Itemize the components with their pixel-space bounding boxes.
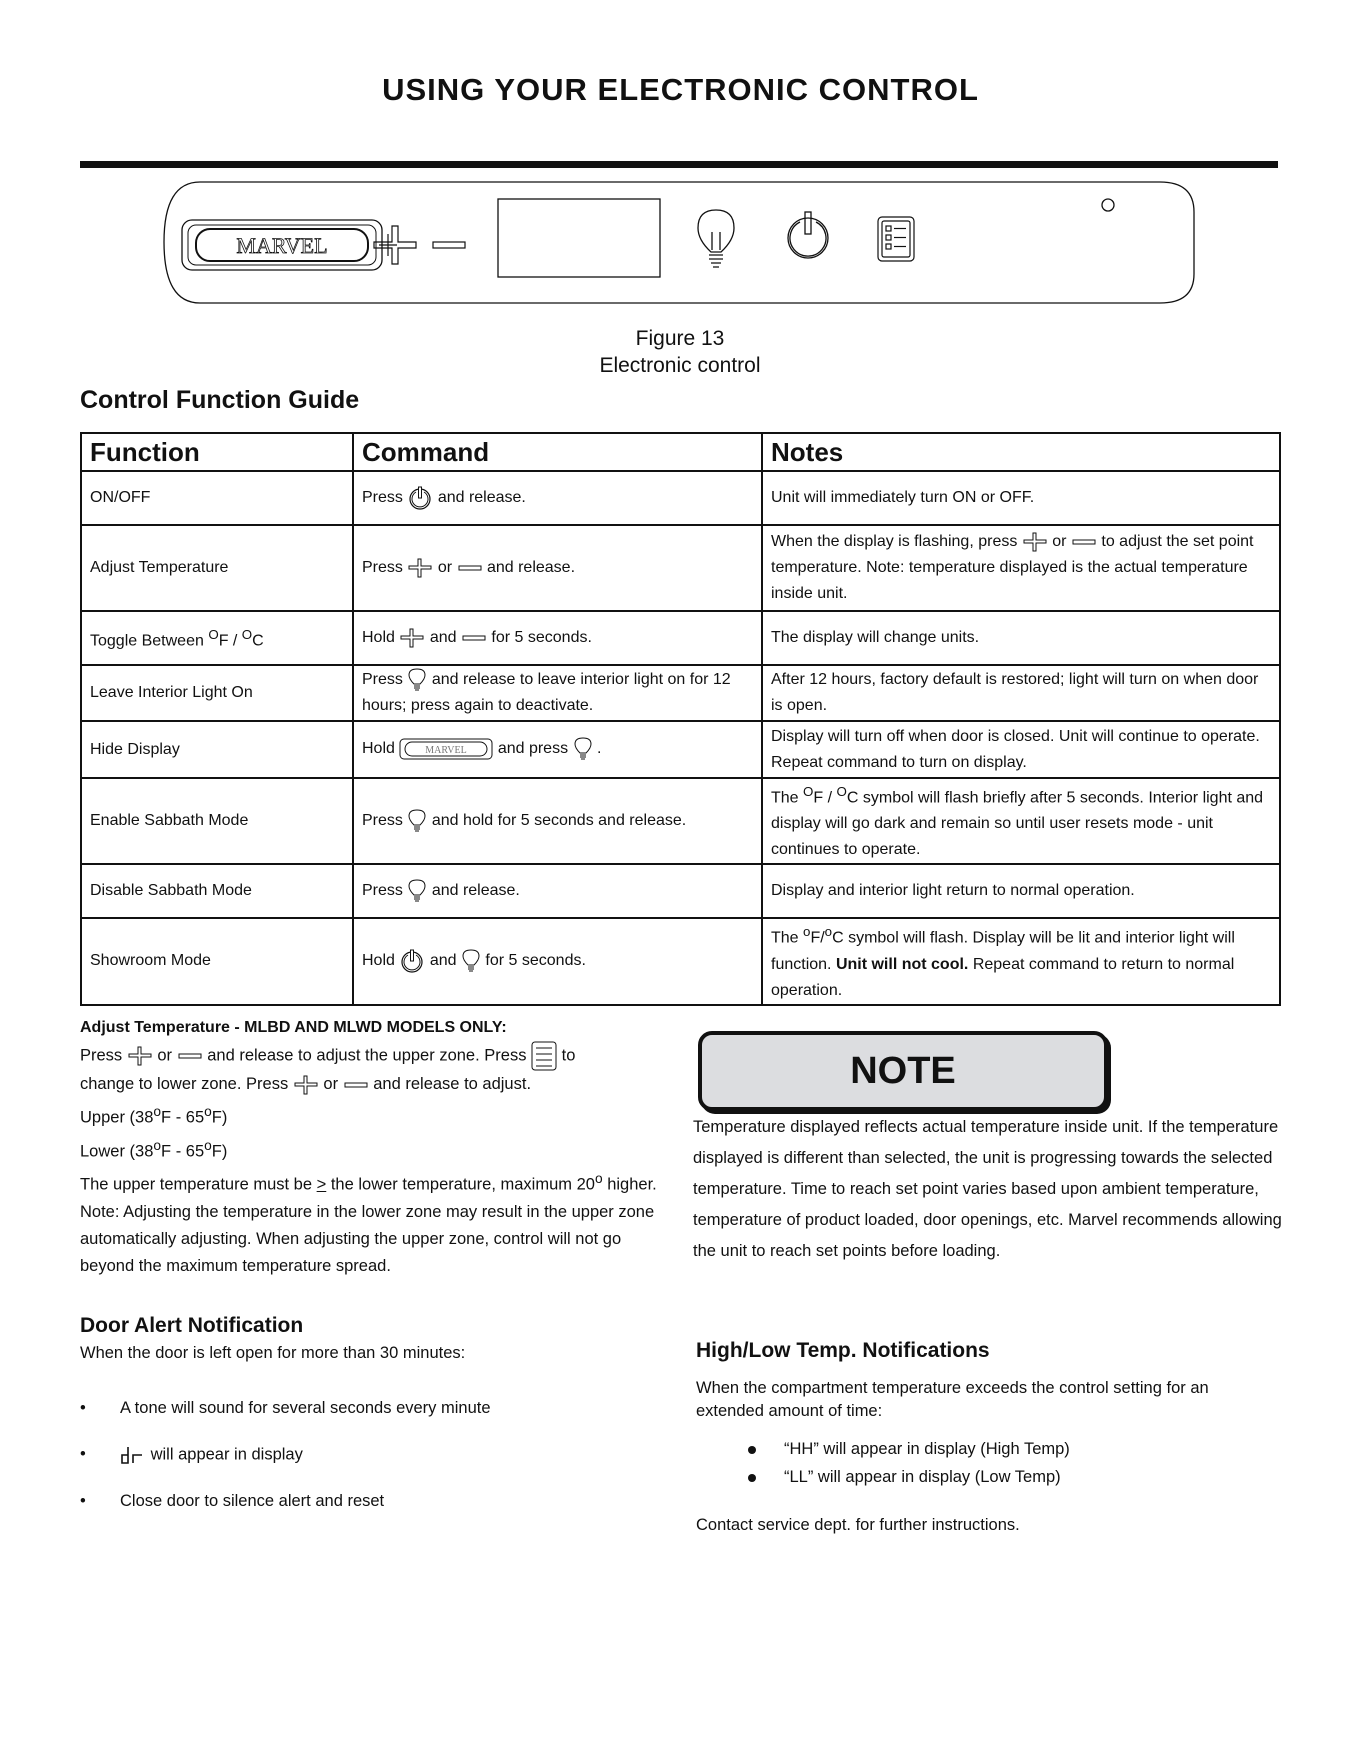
list-item: “LL” will appear in display (Low Temp) (748, 1468, 1061, 1487)
page-title: USING YOUR ELECTRONIC CONTROL (382, 72, 979, 107)
cell-command: Hold and for 5 seconds. (353, 918, 762, 1004)
list-item: “HH” will appear in display (High Temp) (748, 1440, 1070, 1459)
cell-notes: The $^O$F / $^O$C symbol will flash briefly after 5 seconds. Interior light and display will go dark and remain so until user resets mode - unit continues to operate. (762, 778, 1280, 864)
door-alert-heading: Door Alert Notification (80, 1314, 304, 1337)
cell-function: Disable Sabbath Mode (81, 864, 353, 918)
light-bulb-icon (573, 736, 593, 762)
figure-number: Figure 13 (635, 327, 725, 350)
guide-heading: Control Function Guide (80, 386, 360, 414)
highlow-heading: High/Low Temp. Notifications (696, 1339, 990, 1362)
minus-icon (343, 1080, 369, 1090)
figure-caption-text: Electronic control (599, 354, 761, 377)
minus-icon (1071, 537, 1097, 547)
table-row (81, 778, 1280, 864)
adjust-line-2: change to lower zone. Press or and release to adjust. (80, 1071, 660, 1098)
title-divider (80, 161, 1278, 168)
minus-icon (457, 563, 483, 573)
highlow-contact: Contact service dept. for further instructions. (696, 1516, 1020, 1534)
door-alert-intro: When the door is left open for more than 30 minutes: (80, 1344, 466, 1362)
cell-command: Press and hold for 5 seconds and release. (353, 778, 762, 864)
marvel-logo (399, 737, 493, 761)
table-row (81, 864, 1280, 918)
menu-icon (531, 1041, 557, 1071)
cell-command: Hold MARVEL and press . (353, 721, 762, 778)
bullet: • (80, 1399, 86, 1417)
highlow-intro: When the compartment temperature exceeds the control setting for an extended amount of time: (696, 1379, 1209, 1420)
plus-icon (293, 1074, 319, 1096)
marvel-logo (182, 220, 382, 270)
logo-text: MARVEL (425, 745, 468, 757)
minus-icon (461, 633, 487, 643)
bullet-dot (748, 1474, 756, 1482)
header-function: Function (81, 433, 353, 471)
cell-notes: Unit will immediately turn ON or OFF. (762, 471, 1280, 525)
adjust-note: Note: Adjusting the temperature in the lower zone may result in the upper zone automatically adjusting. When adjusting the upper zone, control will not go beyond the maximum temperature spread. (80, 1202, 655, 1275)
cell-command: Press and release. (353, 864, 762, 918)
light-bulb-icon (407, 808, 427, 834)
control-function-table (80, 432, 1281, 1006)
bullet-dot (748, 1446, 756, 1454)
light-bulb-icon (407, 667, 427, 693)
table-row (81, 918, 1280, 1004)
adjust-heading: Adjust Temperature - MLBD AND MLWD MODELS ONLY: (80, 1019, 507, 1036)
minus-icon (433, 242, 465, 248)
display-window (498, 199, 660, 277)
table-row (81, 471, 1280, 525)
table-row (81, 611, 1280, 665)
power-icon (399, 948, 425, 974)
adjust-line-1: Press or and release to adjust the upper zone. Press to (80, 1041, 660, 1071)
table-row (81, 721, 1280, 778)
note-text: Temperature displayed reflects actual temperature inside unit. If the temperature displayed is different than selected, the unit is progressing towards the selected temperature. Time to reach set point varies based upon ambient temperature, temperature of product loaded, door openings, etc. Marvel recommends allowing the unit to reach set points before loading. (693, 1118, 1282, 1260)
adjust-temperature-section (80, 1014, 660, 1280)
cell-function: Adjust Temperature (81, 525, 353, 611)
cell-notes: After 12 hours, factory default is restored; light will turn on when door is open. (762, 665, 1280, 721)
cell-command: Press and release. (353, 471, 762, 525)
control-panel-figure (160, 180, 1198, 306)
table-row (81, 525, 1280, 611)
cell-function: Leave Interior Light On (81, 665, 353, 721)
cell-notes: The display will change units. (762, 611, 1280, 665)
adjust-upper-range: Upper (38$^o$F - 65$^o$F) (80, 1104, 228, 1127)
indicator-led (1102, 199, 1114, 211)
bullet: • (80, 1445, 86, 1463)
cell-function: Toggle Between $^O$F / $^O$C (81, 611, 353, 665)
plus-icon (127, 1045, 153, 1067)
adjust-lower-range: Lower (38$^o$F - 65$^o$F) (80, 1137, 228, 1160)
cell-notes: Display and interior light return to normal operation. (762, 864, 1280, 918)
dr-display-icon (120, 1445, 146, 1465)
table-header-row (81, 433, 1280, 471)
light-bulb-icon (698, 210, 734, 267)
panel-logo-text: MARVEL (236, 233, 328, 258)
power-icon (788, 212, 828, 258)
cell-notes: The $^o$F/$^o$C symbol will flash. Display will be lit and interior light will function. Unit will not cool. Repeat command to return to normal operation. (762, 918, 1280, 1004)
plus-icon (399, 627, 425, 649)
cell-command: Press and release to leave interior light on for 12 hours; press again to deactivate. (353, 665, 762, 721)
cell-function: Hide Display (81, 721, 353, 778)
cell-notes: When the display is flashing, press or to adjust the set point temperature. Note: temperature displayed is the actual temperature inside unit. (762, 525, 1280, 611)
cell-command: Hold and for 5 seconds. (353, 611, 762, 665)
power-icon (407, 485, 433, 511)
cell-notes: Display will turn off when door is closed. Unit will continue to operate. Repeat command to turn on display. (762, 721, 1280, 778)
note-label: NOTE (698, 1031, 1108, 1111)
header-notes: Notes (762, 433, 1280, 471)
minus-icon (177, 1051, 203, 1061)
light-bulb-icon (407, 878, 427, 904)
adjust-rule: The upper temperature must be > the lower temperature, maximum 20$^o$ higher. (80, 1171, 657, 1194)
cell-function: Showroom Mode (81, 918, 353, 1004)
cell-function: ON/OFF (81, 471, 353, 525)
cell-command: Press or and release. (353, 525, 762, 611)
figure-caption (500, 325, 860, 379)
light-bulb-icon (461, 948, 481, 974)
plus-icon (407, 557, 433, 579)
table-row (81, 665, 1280, 721)
menu-icon (878, 217, 914, 261)
cell-function: Enable Sabbath Mode (81, 778, 353, 864)
header-command: Command (353, 433, 762, 471)
plus-icon (1022, 531, 1048, 553)
bullet: • (80, 1492, 86, 1510)
